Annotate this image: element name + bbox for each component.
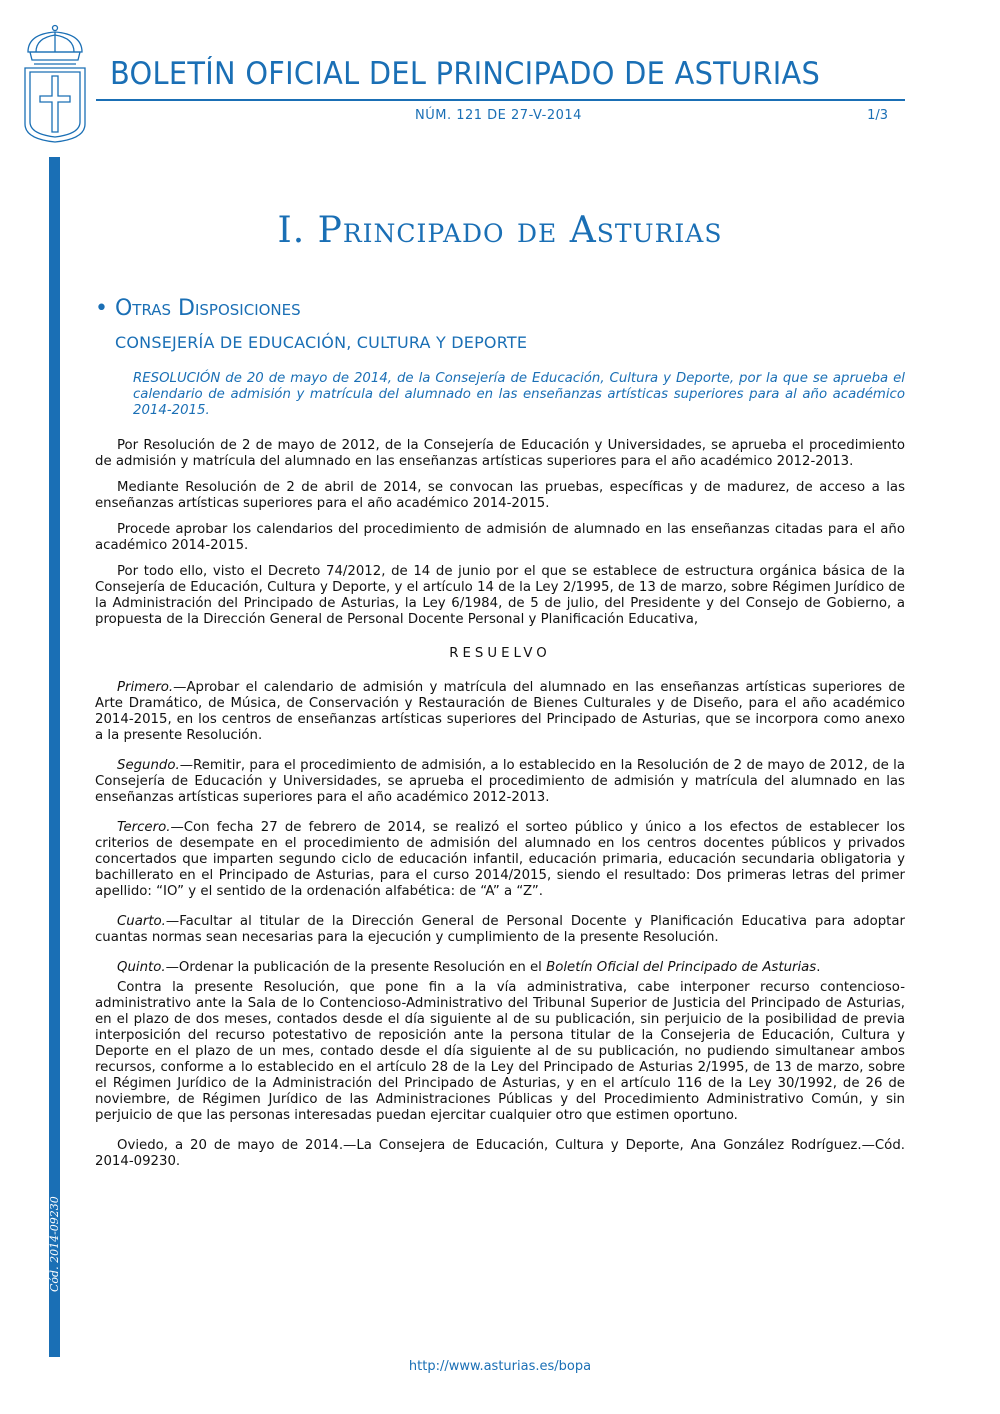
- article-label: Primero.: [117, 680, 174, 695]
- punctuation: .: [816, 960, 821, 975]
- footer-url-link[interactable]: http://www.asturias.es/bopa: [408, 1359, 592, 1374]
- side-bar: [49, 157, 60, 1357]
- department-heading: CONSEJERÍA DE EDUCACIÓN, CULTURA Y DEPORTE: [115, 333, 528, 352]
- article-label: Cuarto.: [117, 914, 166, 929]
- bulletin-name: Boletín Oficial del Principado de Asturias: [546, 960, 817, 975]
- section-heading: I. Principado de Asturias: [277, 210, 723, 251]
- asturias-coat-of-arms-logo: [22, 24, 88, 144]
- article-label: Segundo.: [117, 758, 180, 773]
- paragraph: Por todo ello, visto el Decreto 74/2012, de 14 de junio por el que se establece de estructura orgánica básica de la Consejería de Educación, Cultura y Deporte, y el artículo 14 de la Ley 2/1995, de 13 de marzo, sobre Régimen Jurídico de la Administración del Principado de Asturias, la Ley 6/1984, de 5 de julio, del Presidente y del Consejo de Gobierno, a propuesta de la Dirección General de Personal Docente Personal y Planificación Educativa,: [95, 564, 905, 627]
- article-tercero: [95, 820, 905, 900]
- signature-paragraph: Oviedo, a 20 de mayo de 2014.—La Consejera de Educación, Cultura y Deporte, Ana González Rodríguez.—Cód. 2014-09230.: [95, 1138, 905, 1169]
- article-text: —Con fecha 27 de febrero de 2014, se realizó el sorteo público y único a los efectos de establecer los criterios de desempate en el procedimiento de admisión del alumnado en los centros docentes públicos y privados concertados que imparten segundo ciclo de educación infantil, educación primaria, educación secundaria obligatoria y bachillerato en el Principado de Asturias, para el curso 2014/2015, siendo el resultado: Dos primeras letras del primer apellido: “IO” y el sentido de la ordenación alfabética: de “A” a “Z”.: [95, 820, 905, 899]
- article-segundo: [95, 758, 905, 806]
- paragraph: Por Resolución de 2 de mayo de 2012, de la Consejería de Educación y Universidades, se aprueba el procedimiento de admisión y matrícula del alumnado en las enseñanzas artísticas superiores para el año académico 2012-2013.: [95, 438, 905, 469]
- header-rule: [96, 99, 905, 101]
- resuelvo-heading: RESUELVO: [449, 646, 551, 661]
- paragraph-recurso: Contra la presente Resolución, que pone fin a la vía administrativa, cabe interponer recurso contencioso-administrativo ante la Sala de lo Contencioso-Administrativo del Tribunal Superior de Justicia del Principado de Asturias, en el plazo de dos meses, contados desde el día siguiente al de su publicación, sin perjuicio de la posibilidad de previa interposición del recurso potestativo de reposición ante la persona titular de la Consejeria de Educación, Cultura y Deporte en el plazo de un mes, contado desde el día siguiente al de su publicación, no pudiendo simultanear ambos recursos, conforme a lo establecido en el artículo 28 de la Ley del Principado de Asturias 2/1995, de 13 de marzo, sobre el Régimen Jurídico de la Administración del Principado de Asturias, y en el artículo 116 de la Ley 30/1992, de 26 de noviembre, de Régimen Jurídico de las Administraciones Públicas y del Procedimiento Administrativo Común, y sin perjuicio de que las personas interesadas puedan ejercitar cualquier otro que estimen oportuno.: [95, 980, 905, 1123]
- article-text: —Aprobar el calendario de admisión y matrícula del alumnado en las enseñanzas artísticas superiores de Arte Dramático, de Música, de Conservación y Restauración de Bienes Culturales y de Diseño, para el año académico 2014-2015, en los centros de enseñanzas artísticas superiores del Principado de Asturias, que se incorpora como anexo a la presente Resolución.: [95, 680, 905, 743]
- resolution-title: RESOLUCIÓN de 20 de mayo de 2014, de la Consejería de Educación, Cultura y Deporte, por la que se aprueba el calendario de admisión y matrícula del alumnado en las enseñanzas artísticas superiores para al año académico 2014-2015.: [133, 371, 905, 418]
- article-text: —Remitir, para el procedimiento de admisión, a lo establecido en la Resolución de 2 de mayo de 2012, de la Consejería de Educación y Universidades, se aprueba el procedimiento de admisión y matrícula del alumnado en las enseñanzas artísticas superiores para el año académico 2012-2013.: [95, 758, 905, 805]
- bulletin-title: BOLETÍN OFICIAL DEL PRINCIPADO DE ASTURIAS: [110, 56, 821, 92]
- document-body: [95, 438, 905, 1180]
- article-primero: [95, 680, 905, 744]
- paragraph: Mediante Resolución de 2 de abril de 2014, se convocan las pruebas, específicas y de madurez, de acceso a las enseñanzas artísticas superiores para el año académico 2014-2015.: [95, 480, 905, 511]
- subsection-heading: • Otras Disposiciones: [95, 296, 301, 321]
- side-code: Cód. 2014-09230: [48, 1196, 61, 1292]
- article-quinto: [95, 960, 905, 976]
- article-text: —Ordenar la publicación de la presente Resolución en el: [165, 960, 547, 975]
- paragraph: Procede aprobar los calendarios del procedimiento de admisión de alumnado en las enseñanzas citadas para el año académico 2014-2015.: [95, 522, 905, 553]
- page-number: 1/3: [867, 108, 888, 123]
- article-cuarto: [95, 914, 905, 946]
- article-label: Quinto.: [117, 960, 166, 975]
- article-label: Tercero.: [117, 820, 171, 835]
- issue-number: NÚM. 121 DE 27-V-2014: [415, 108, 582, 123]
- article-text: —Facultar al titular de la Dirección General de Personal Docente y Planificación Educativa para adoptar cuantas normas sean necesarias para la ejecución y cumplimiento de la presente Resolución.: [95, 914, 905, 945]
